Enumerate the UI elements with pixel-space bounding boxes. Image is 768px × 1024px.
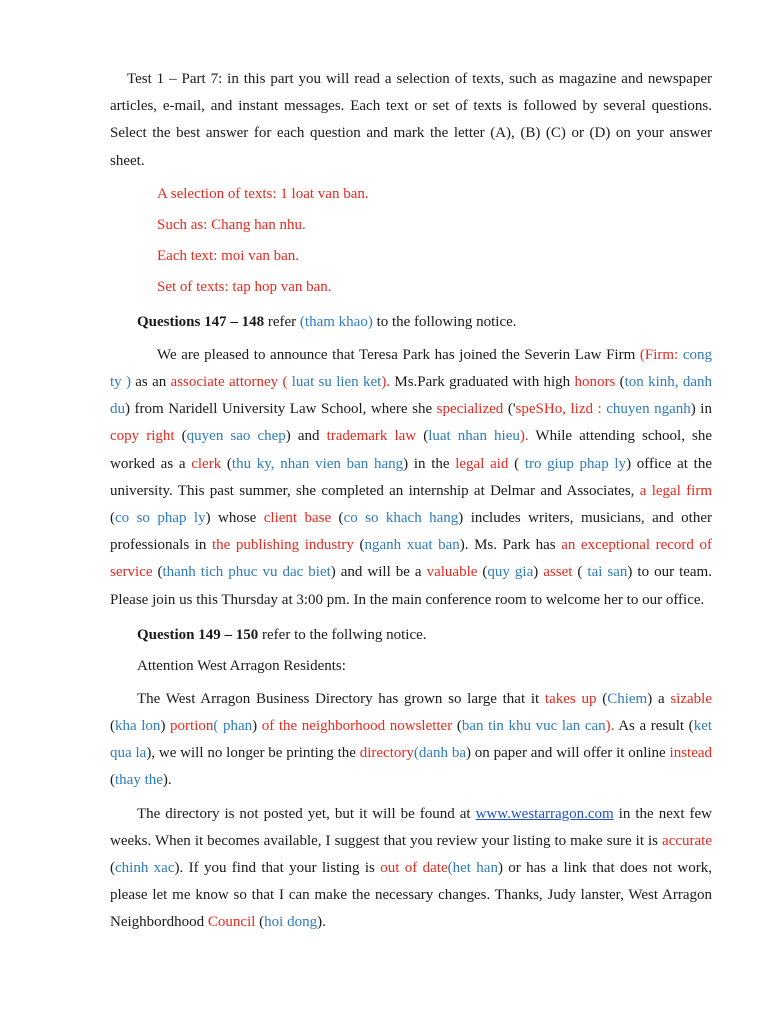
question-heading-149-150: Question 149 – 150 refer to the follwing notice. xyxy=(137,626,427,643)
intro-paragraph: Test 1 – Part 7: in this part you will read a selection of texts, such as magazine and newspaper articles, e-mail, and instant messages. Each text or set of texts is followed by several questions. Select the best answer for each question and mark the letter (A), (B) (C) or (D) on your answer sheet. xyxy=(110,71,712,169)
vocab-item: Such as: Chang han nhu. xyxy=(157,216,306,233)
notice-1-paragraph: We are pleased to announce that Teresa Park has joined the Severin Law Firm (Firm: cong ty ) as an associate attorney ( luat su lien ket). Ms.Park graduated with high honors (ton kinh, danh du) from Naridell University Law School, where she specialized ('speSHo, lizd : chuyen nganh) in copy right (quyen sao chep) and trademark law (luat nhan hieu). While attending school, she worked as a clerk (thu ky, nhan vien ban hang) in the legal aid ( tro giup phap ly) office at the university. This past summer, she completed an internship at Delmar and Associates, a legal firm (co so phap ly) whose client base (co so khach hang) includes writers, musicians, and other professionals in the publishing industry (nganh xuat ban). Ms. Park has an exceptional record of service (thanh tich phuc vu dac biet) and will be a valuable (quy gia) asset ( tai san) to our team. Please join us this Thursday at 3:00 pm. In the main conference room to welcome her to our office. xyxy=(110,346,713,608)
notice-2-heading: Attention West Arragon Residents: xyxy=(137,657,346,674)
notice-2-paragraph-1: The West Arragon Business Directory has grown so large that it takes up (Chiem) a sizable (kha lon) portion( phan) of the neighborhood nowsletter (ban tin khu vuc lan can). As a result (ket qua la), we will no longer be printing the directory(danh ba) on paper and will offer it online instead (thay the). xyxy=(110,690,713,789)
vocab-list xyxy=(110,179,712,303)
question-number: Questions 147 – 148 xyxy=(137,313,265,330)
directory-website-link[interactable]: www.westarragon.com xyxy=(475,805,614,822)
vocab-item: A selection of texts: 1 loat van ban. xyxy=(157,185,369,202)
question-number: Question 149 – 150 xyxy=(137,626,259,643)
vocab-item: Each text: moi van ban. xyxy=(157,247,300,264)
question-heading-147-148: Questions 147 – 148 refer (tham khao) to the following notice. xyxy=(137,313,517,330)
vocab-item: Set of texts: tap hop van ban. xyxy=(157,278,332,295)
notice-2-paragraph-2: The directory is not posted yet, but it will be found at www.westarragon.com in the next few weeks. When it becomes available, I suggest that you review your listing to make sure it is accurate (chinh xac). If you find that your listing is out of date(het han) or has a link that does not work, please let me know so that I can make the necessary changes. Thanks, Judy lanster, West Arragon Neighbordhood Council (hoi dong). xyxy=(110,805,713,931)
